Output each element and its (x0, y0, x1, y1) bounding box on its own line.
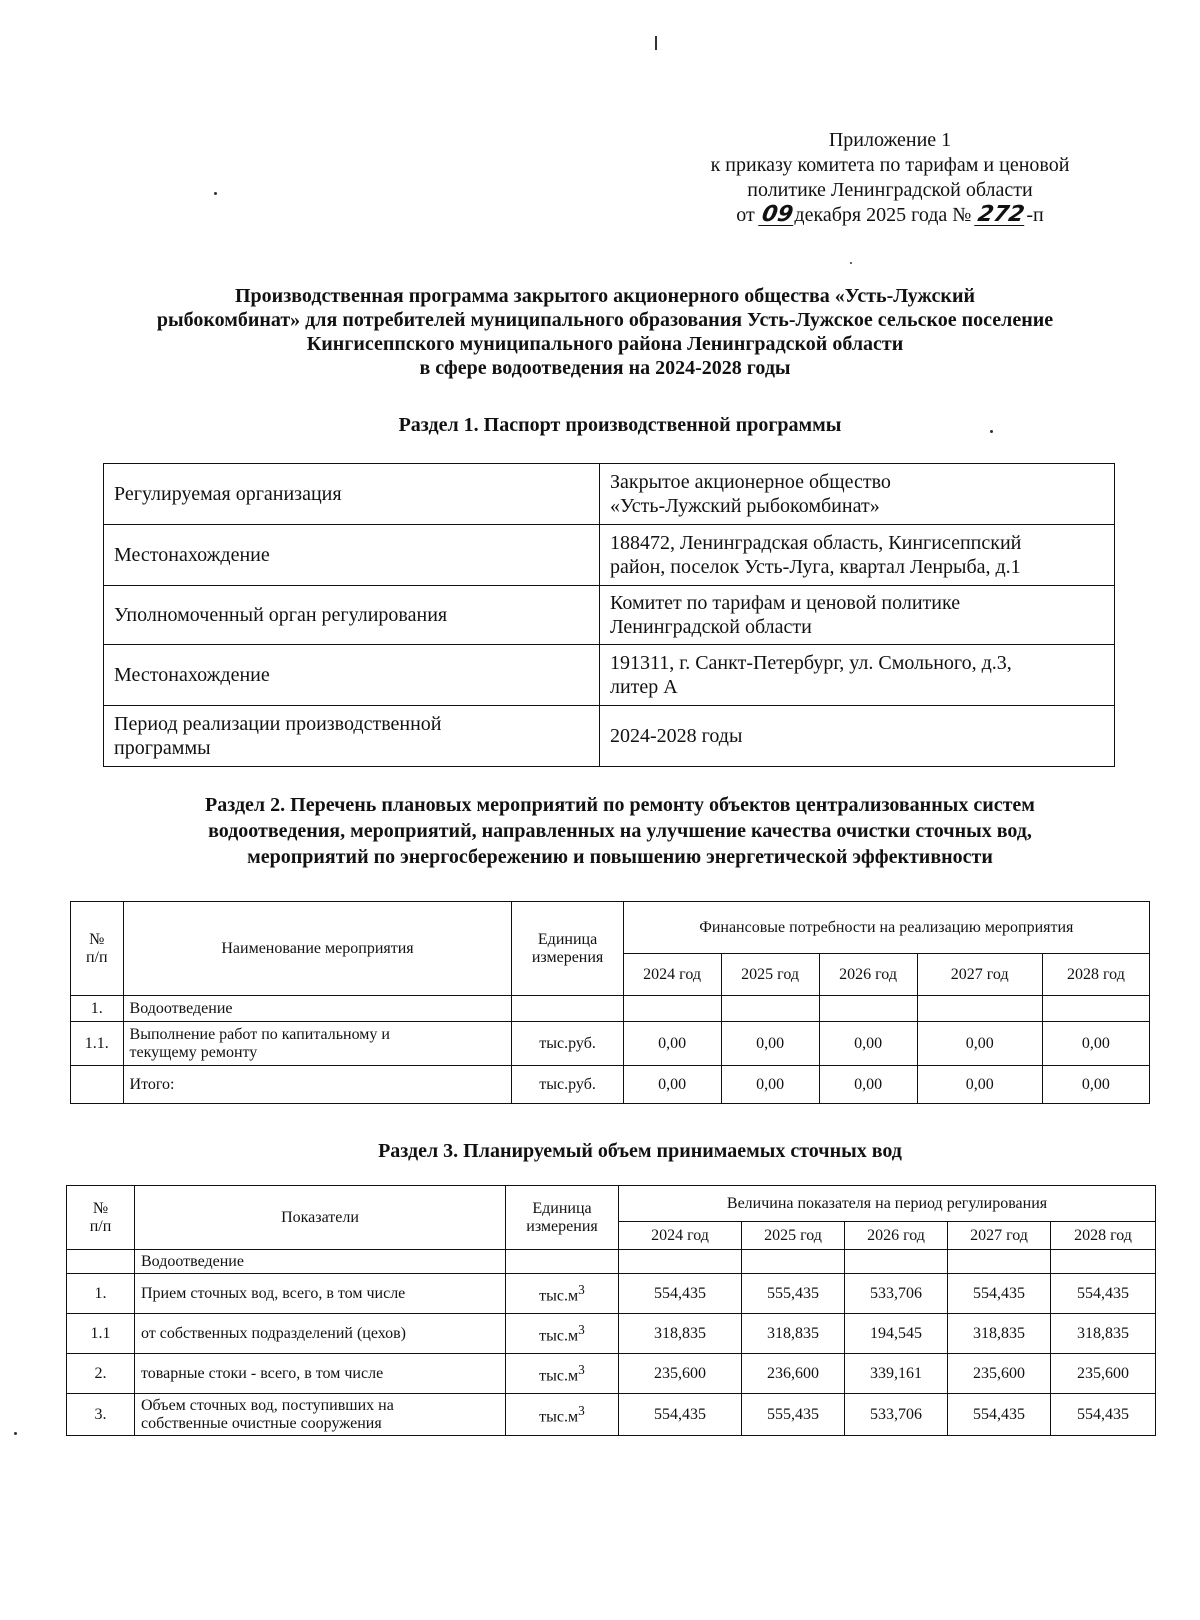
row-unit: тыс.руб. (512, 1066, 623, 1104)
row-num: 3. (67, 1394, 135, 1436)
row-num: 2. (67, 1354, 135, 1394)
value-line: 191311, г. Санкт-Петербург, ул. Смольного, д.3, (610, 652, 1012, 674)
row-value (721, 996, 819, 1022)
table-row (71, 1022, 1150, 1066)
heading-line: мероприятий по энергосбережению и повышению энергетической эффективности (247, 846, 993, 868)
title-line: рыбокомбинат» для потребителей муниципального образования Усть-Лужское сельское поселение (156, 309, 1054, 331)
row-value: 555,435 (742, 1274, 845, 1314)
row-unit (506, 1274, 619, 1314)
appendix-order-reference: к приказу комитета по тарифам и ценовой (710, 154, 1070, 176)
appendix-order-date (660, 203, 1120, 228)
table-row (67, 1250, 1156, 1274)
row-name: товарные стоки - всего, в том числе (135, 1354, 506, 1394)
row-value (917, 996, 1042, 1022)
row-unit (506, 1250, 619, 1274)
row-value: 235,600 (619, 1354, 742, 1394)
year-header: 2027 год (948, 1222, 1051, 1250)
row-name: Прием сточных вод, всего, в том числе (135, 1274, 506, 1314)
handwritten-day: 09 (759, 202, 795, 227)
unit-base: тыс.м (539, 1408, 579, 1426)
row-value: 533,706 (845, 1274, 948, 1314)
passport-value: 2024-2028 годы (600, 706, 1115, 767)
value-line: литер А (610, 676, 678, 698)
row-name: от собственных подразделений (цехов) (135, 1314, 506, 1354)
row-value (1042, 996, 1149, 1022)
name-line: Объем сточных вод, поступивших на (141, 1396, 394, 1414)
row-value: 554,435 (619, 1394, 742, 1436)
year-header: 2026 год (819, 954, 917, 996)
header-line: измерения (526, 1217, 598, 1235)
row-value: 0,00 (917, 1022, 1042, 1066)
scan-artifact (14, 1432, 17, 1435)
unit-exponent: 3 (578, 1282, 585, 1298)
appendix-number: Приложение 1 (828, 129, 952, 151)
header-line: Единица (532, 1199, 592, 1217)
name-header: Наименование мероприятия (123, 902, 512, 996)
year-header: 2028 год (1051, 1222, 1156, 1250)
appendix-authority: политике Ленинградской области (747, 179, 1033, 201)
unit-base: тыс.м (539, 1327, 579, 1345)
year-header: 2025 год (721, 954, 819, 996)
key-line: программы (114, 737, 211, 759)
row-name: Водоотведение (135, 1250, 506, 1274)
table-row (104, 645, 1115, 706)
title-line: в сфере водоотведения на 2024-2028 годы (419, 357, 791, 379)
row-value: 194,545 (845, 1314, 948, 1354)
row-value: 533,706 (845, 1394, 948, 1436)
row-value: 554,435 (1051, 1274, 1156, 1314)
row-num (71, 1066, 124, 1104)
unit-base: тыс.м (539, 1287, 579, 1305)
row-value: 0,00 (623, 1066, 721, 1104)
row-unit: тыс.руб. (512, 1022, 623, 1066)
passport-key (104, 706, 600, 767)
date-middle: декабря 2025 года № (794, 204, 972, 226)
row-value: 318,835 (948, 1314, 1051, 1354)
passport-value (600, 464, 1115, 525)
table-row (67, 1314, 1156, 1354)
row-value (623, 996, 721, 1022)
volume-table (66, 1185, 1156, 1436)
table-header-row (71, 902, 1150, 954)
row-value: 554,435 (948, 1394, 1051, 1436)
scan-artifact (214, 192, 217, 195)
unit-exponent: 3 (578, 1322, 585, 1338)
handwritten-order-number: 272 (976, 202, 1027, 227)
table-row (104, 706, 1115, 767)
row-name: Итого: (123, 1066, 512, 1104)
title-line: Производственная программа закрытого акционерного общества «Усть-Лужский (235, 285, 975, 307)
header-line: измерения (531, 948, 604, 966)
passport-value (600, 645, 1115, 706)
value-line: Ленинградской области (610, 616, 812, 638)
section3-heading: Раздел 3. Планируемый объем принимаемых сточных вод (378, 1140, 902, 1162)
passport-key: Местонахождение (104, 525, 600, 586)
heading-line: Раздел 2. Перечень плановых мероприятий по ремонту объектов централизованных систем (205, 794, 1035, 816)
header-line: п/п (89, 1217, 112, 1235)
row-value: 235,600 (1051, 1354, 1156, 1394)
period-header: Величина показателя на период регулирования (619, 1186, 1156, 1222)
table-row (67, 1394, 1156, 1436)
row-num: 1.1 (67, 1314, 135, 1354)
passport-key: Регулируемая организация (104, 464, 600, 525)
year-header: 2026 год (845, 1222, 948, 1250)
row-num: 1.1. (71, 1022, 124, 1066)
row-value: 0,00 (721, 1066, 819, 1104)
passport-key: Уполномоченный орган регулирования (104, 586, 600, 645)
section1-heading: Раздел 1. Паспорт производственной программы (398, 414, 842, 436)
year-header: 2024 год (619, 1222, 742, 1250)
document-title (60, 284, 1150, 380)
row-value: 339,161 (845, 1354, 948, 1394)
value-line: район, поселок Усть-Луга, квартал Ленрыба, д.1 (610, 556, 1021, 578)
value-line: Комитет по тарифам и ценовой политике (610, 592, 961, 614)
year-header: 2027 год (917, 954, 1042, 996)
row-value: 554,435 (1051, 1394, 1156, 1436)
scan-artifact (655, 36, 657, 50)
table-row (104, 525, 1115, 586)
year-header: 2025 год (742, 1222, 845, 1250)
year-header: 2024 год (623, 954, 721, 996)
name-line: собственные очистные сооружения (141, 1414, 382, 1432)
row-value (742, 1250, 845, 1274)
value-line: 188472, Ленинградская область, Кингисеппский (610, 532, 1022, 554)
title-line: Кингисеппского муниципального района Ленинградской области (306, 333, 904, 355)
table-row (71, 996, 1150, 1022)
row-value: 0,00 (819, 1066, 917, 1104)
value-line: Закрытое акционерное общество (610, 471, 891, 493)
num-header (71, 902, 124, 996)
row-value (619, 1250, 742, 1274)
row-num: 1. (67, 1274, 135, 1314)
row-name (135, 1394, 506, 1436)
row-value: 318,835 (742, 1314, 845, 1354)
unit-exponent: 3 (578, 1362, 585, 1378)
scan-artifact (990, 430, 993, 433)
passport-table (103, 463, 1115, 767)
unit-exponent: 3 (578, 1403, 585, 1419)
table-row (67, 1354, 1156, 1394)
header-line: № (89, 930, 105, 948)
finance-header: Финансовые потребности на реализацию мероприятия (623, 902, 1149, 954)
row-value: 318,835 (619, 1314, 742, 1354)
table-row (67, 1274, 1156, 1314)
row-value: 0,00 (819, 1022, 917, 1066)
row-value (819, 996, 917, 1022)
name-line: Выполнение работ по капитальному и (129, 1025, 390, 1043)
row-num (67, 1250, 135, 1274)
row-name: Водоотведение (123, 996, 512, 1022)
row-num: 1. (71, 996, 124, 1022)
date-suffix: -п (1026, 204, 1044, 226)
num-header (67, 1186, 135, 1250)
appendix-header (660, 128, 1120, 228)
row-value: 0,00 (917, 1066, 1042, 1104)
table-header-row (67, 1186, 1156, 1222)
measures-table (70, 901, 1150, 1104)
row-value: 0,00 (1042, 1022, 1149, 1066)
header-line: Единица (537, 930, 598, 948)
row-value: 0,00 (1042, 1066, 1149, 1104)
row-value (948, 1250, 1051, 1274)
date-prefix: от (736, 204, 755, 226)
passport-value (600, 525, 1115, 586)
row-unit (506, 1354, 619, 1394)
row-unit (506, 1314, 619, 1354)
passport-value (600, 586, 1115, 645)
table-row (104, 464, 1115, 525)
table-row (104, 586, 1115, 645)
row-value: 555,435 (742, 1394, 845, 1436)
unit-header (506, 1186, 619, 1250)
row-value: 554,435 (619, 1274, 742, 1314)
scan-artifact (850, 262, 852, 264)
passport-key: Местонахождение (104, 645, 600, 706)
row-name (123, 1022, 512, 1066)
row-value (845, 1250, 948, 1274)
row-value: 0,00 (721, 1022, 819, 1066)
row-unit (512, 996, 623, 1022)
header-line: п/п (85, 948, 108, 966)
key-line: Период реализации производственной (114, 713, 442, 735)
row-value: 236,600 (742, 1354, 845, 1394)
section2-heading (100, 792, 1140, 870)
indicator-header: Показатели (135, 1186, 506, 1250)
row-value: 0,00 (623, 1022, 721, 1066)
row-value: 235,600 (948, 1354, 1051, 1394)
unit-header (512, 902, 623, 996)
year-header: 2028 год (1042, 954, 1149, 996)
row-value (1051, 1250, 1156, 1274)
heading-line: водоотведения, мероприятий, направленных на улучшение качества очистки сточных вод, (208, 820, 1032, 842)
unit-base: тыс.м (539, 1367, 579, 1385)
row-value: 318,835 (1051, 1314, 1156, 1354)
row-unit (506, 1394, 619, 1436)
value-line: «Усть-Лужский рыбокомбинат» (610, 495, 880, 517)
row-value: 554,435 (948, 1274, 1051, 1314)
table-row (71, 1066, 1150, 1104)
name-line: текущему ремонту (129, 1043, 258, 1061)
header-line: № (92, 1199, 109, 1217)
